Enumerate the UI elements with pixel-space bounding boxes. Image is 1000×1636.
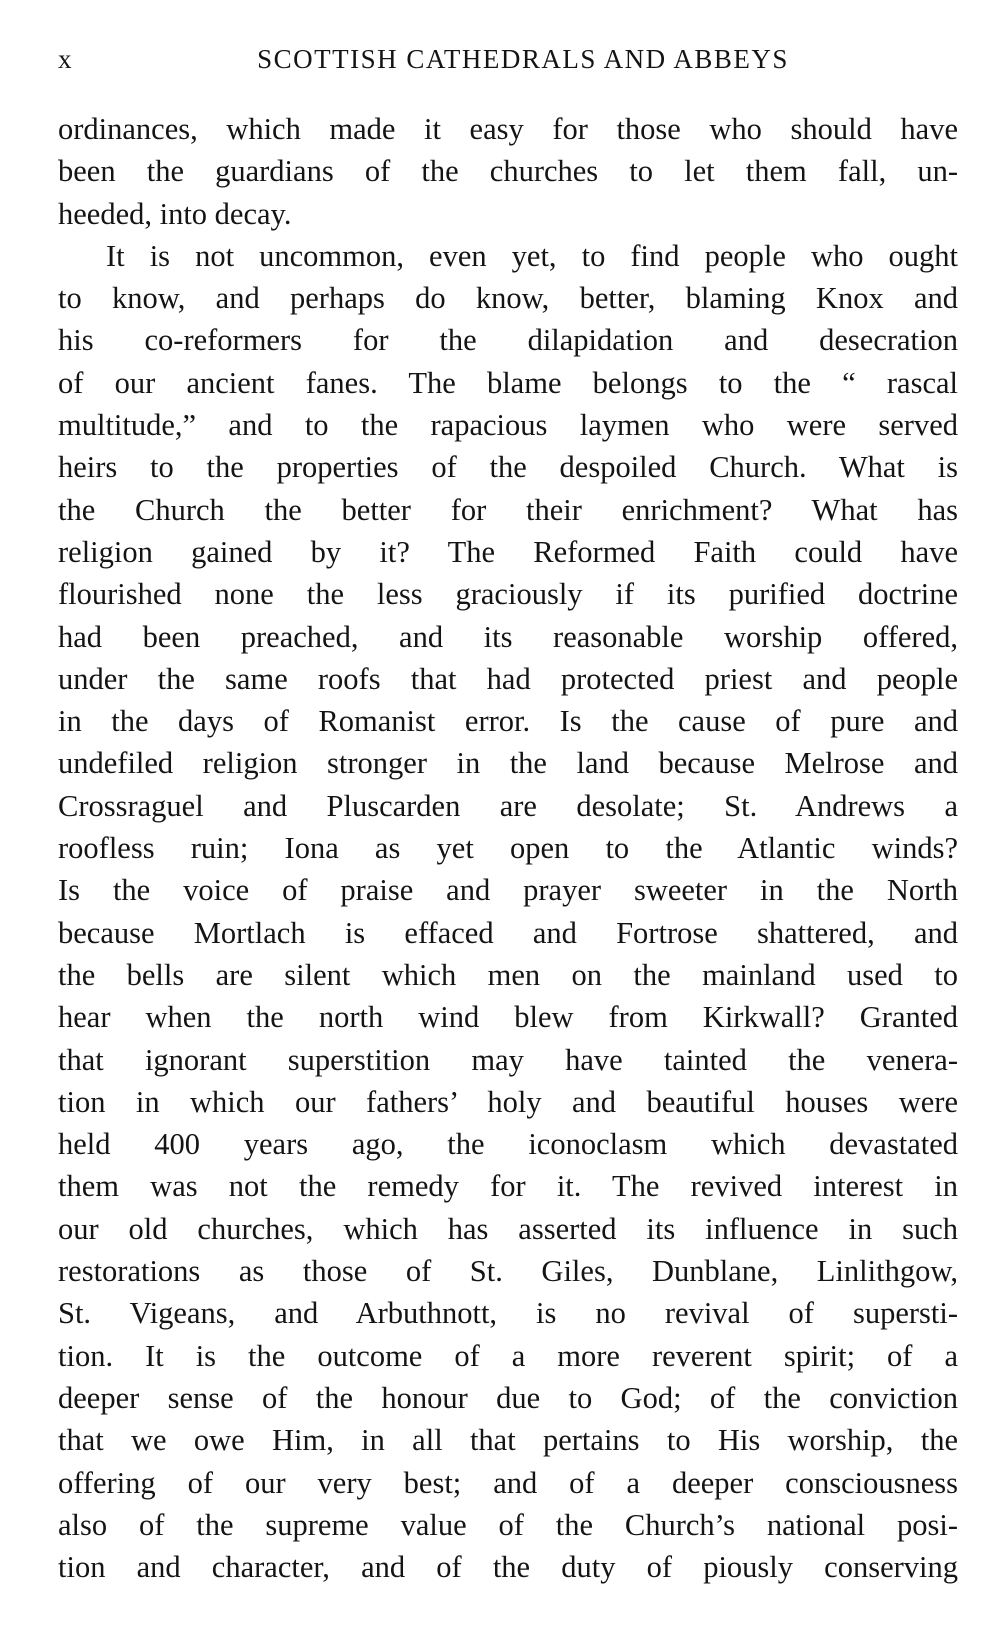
text-line: heeded, into decay. — [58, 196, 292, 231]
text-line: tion and character, and of the duty of piously conserving — [58, 1550, 958, 1585]
text-line: the Church the better for their enrichment? What has — [58, 492, 958, 527]
paragraph-first-line: It is not uncommon, even yet, to find people who ought — [106, 238, 958, 273]
text-line: Is the voice of praise and prayer sweeter in the North — [58, 873, 958, 908]
text-line: tion. It is the outcome of a more reverent spirit; of a — [58, 1338, 958, 1373]
text-line: them was not the remedy for it. The revived interest in — [58, 1169, 958, 1204]
text-line: tion in which our fathers’ holy and beautiful houses were — [58, 1084, 958, 1119]
text-line: offering of our very best; and of a deeper consciousness — [58, 1465, 958, 1500]
text-line: our old churches, which has asserted its influence in such — [58, 1211, 958, 1246]
text-line: restorations as those of St. Giles, Dunblane, Linlithgow, — [58, 1254, 958, 1289]
text-line: undefiled religion stronger in the land because Melrose and — [58, 746, 958, 781]
text-line: deeper sense of the honour due to God; of the conviction — [58, 1380, 958, 1415]
page-number: x — [58, 44, 73, 74]
text-line: Crossraguel and Pluscarden are desolate; St. Andrews a — [58, 788, 958, 823]
text-line: St. Vigeans, and Arbuthnott, is no revival of supersti- — [58, 1296, 958, 1331]
text-line: multitude,” and to the rapacious laymen who were served — [58, 408, 958, 443]
text-line: to know, and perhaps do know, better, blaming Knox and — [58, 281, 958, 316]
text-line: ordinances, which made it easy for those who should have — [58, 112, 958, 146]
text-line: in the days of Romanist error. Is the cause of pure and — [58, 704, 958, 739]
text-line: that we owe Him, in all that pertains to His worship, the — [58, 1423, 958, 1458]
text-line: religion gained by it? The Reformed Faith could have — [58, 534, 958, 569]
text-line: of our ancient fanes. The blame belongs to the “ rascal — [58, 365, 958, 400]
text-line: heirs to the properties of the despoiled Church. What is — [58, 450, 958, 485]
book-page — [58, 0, 958, 1636]
text-line: because Mortlach is effaced and Fortrose shattered, and — [58, 915, 958, 950]
text-line: roofless ruin; Iona as yet open to the Atlantic winds? — [58, 831, 958, 866]
text-line: also of the supreme value of the Church’s national posi- — [58, 1507, 958, 1542]
running-header — [58, 44, 958, 84]
text-line: hear when the north wind blew from Kirkwall? Granted — [58, 1000, 958, 1035]
text-line: that ignorant superstition may have tainted the venera- — [58, 1042, 958, 1077]
text-line: flourished none the less graciously if its purified doctrine — [58, 577, 958, 612]
text-line: held 400 years ago, the iconoclasm which devastated — [58, 1127, 958, 1162]
running-title: SCOTTISH CATHEDRALS AND ABBEYS — [257, 44, 789, 74]
body-text — [58, 108, 958, 1588]
text-line: had been preached, and its reasonable worship offered, — [58, 619, 958, 654]
text-line: the bells are silent which men on the mainland used to — [58, 957, 958, 992]
text-line: under the same roofs that had protected priest and people — [58, 661, 958, 696]
text-line: been the guardians of the churches to let them fall, un- — [58, 154, 958, 189]
text-line: his co-reformers for the dilapidation and desecration — [58, 323, 958, 358]
